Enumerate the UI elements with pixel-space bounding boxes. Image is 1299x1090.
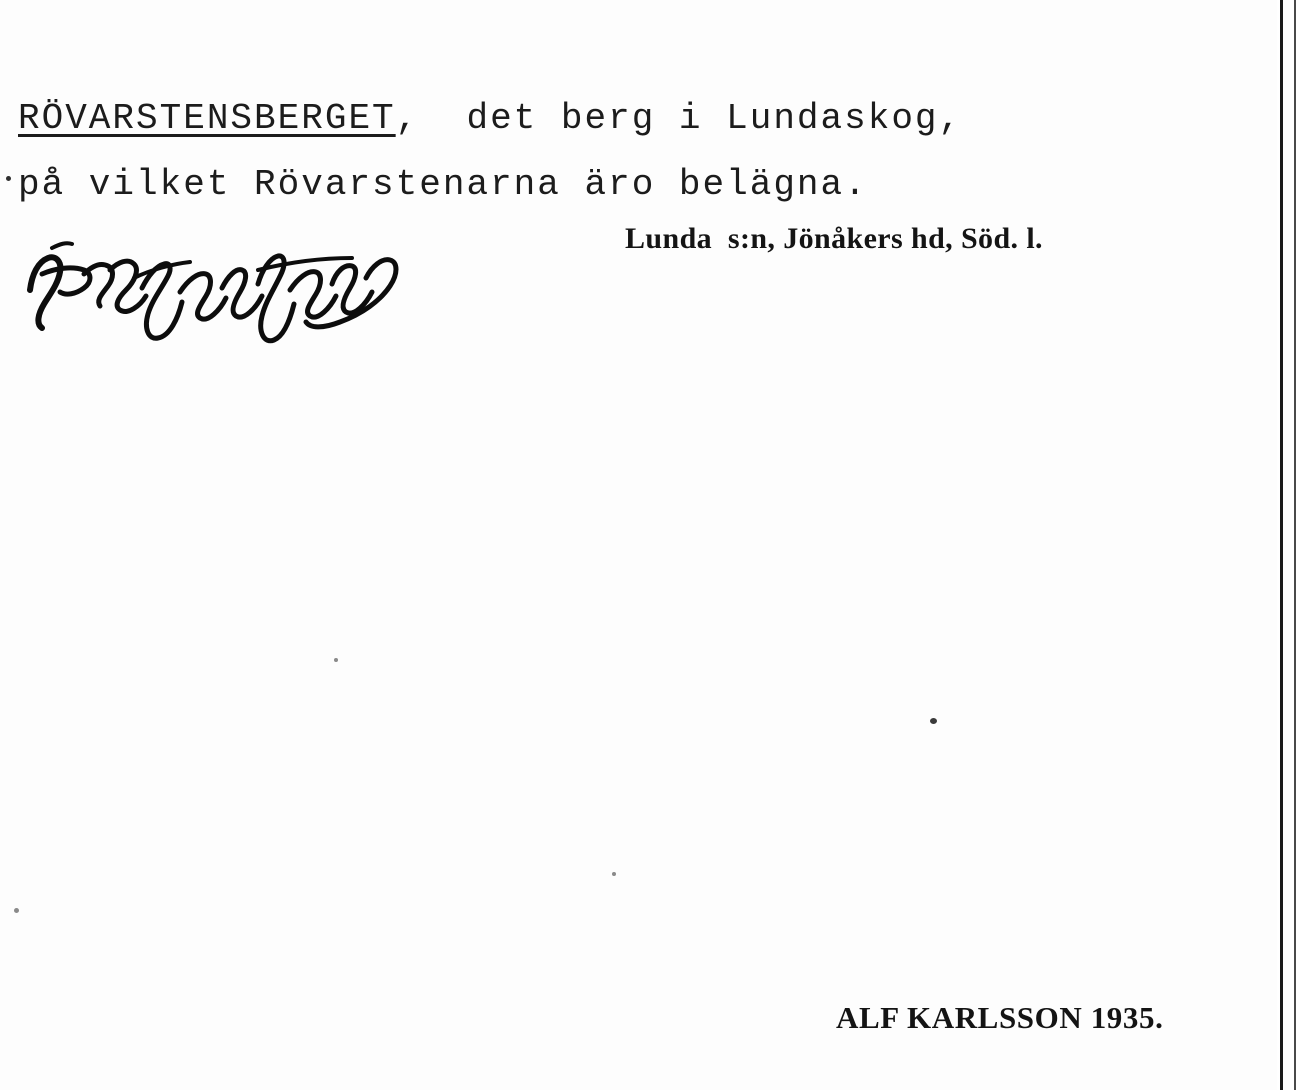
scan-speck [334, 658, 338, 662]
scan-speck [14, 908, 19, 913]
scan-edge-strip [1277, 0, 1299, 1090]
scan-speck [612, 872, 616, 876]
scan-speck [930, 718, 937, 724]
typed-entry-block [18, 86, 1198, 218]
entry-line-1-rest: , det berg i Lundaskog, [395, 98, 963, 139]
scan-edge-line-secondary [1294, 0, 1296, 1090]
handwritten-form-signature [22, 218, 452, 368]
scan-speck [6, 176, 11, 181]
entry-headword: RÖVARSTENSBERGET [18, 98, 396, 139]
scan-edge-line [1280, 0, 1283, 1090]
locality-reference: Lunda s:n, Jönåkers hd, Söd. l. [625, 222, 1043, 255]
entry-line-2: på vilket Rövarstenarna äro belägna. [18, 164, 868, 205]
collector-credit: ALF KARLSSON 1935. [836, 1000, 1164, 1035]
entry-line-1 [18, 86, 1198, 152]
